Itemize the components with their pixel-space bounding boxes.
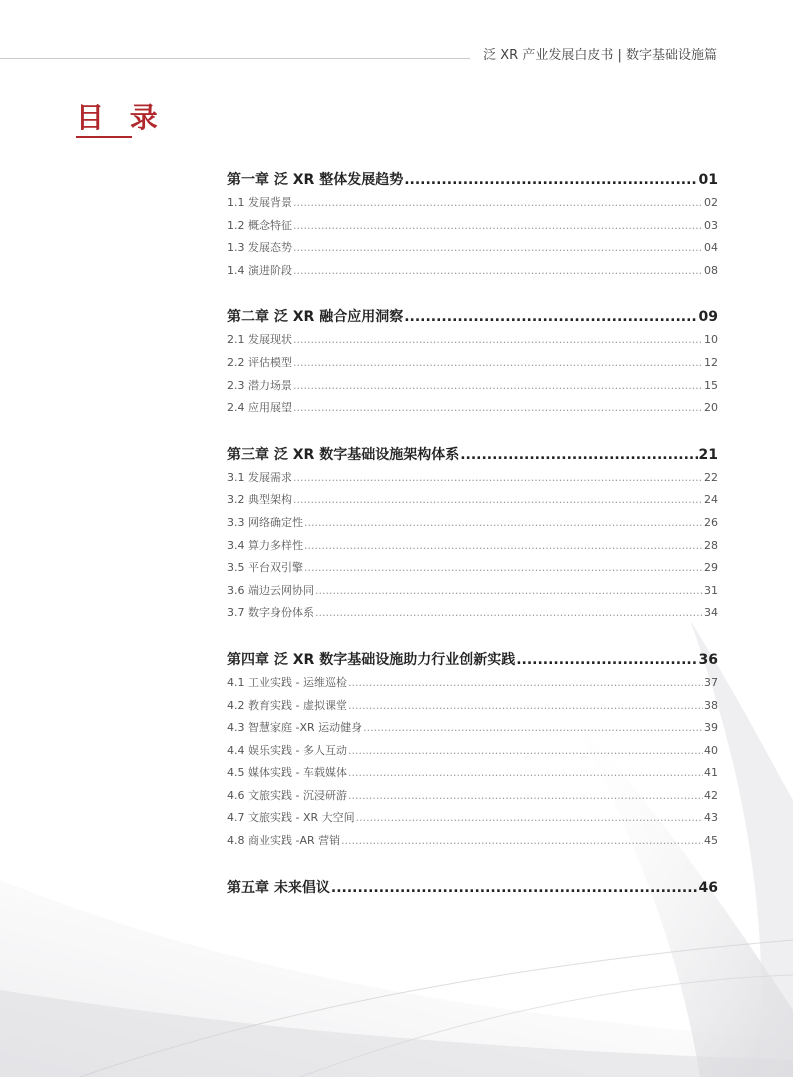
dot-leader	[304, 535, 703, 558]
page-number: 41	[704, 766, 718, 780]
section-title: 4.1 工业实践 - 运维巡检	[227, 675, 347, 689]
page-number: 02	[704, 196, 718, 209]
section-entry[interactable]	[227, 397, 718, 420]
page-number: 21	[698, 446, 718, 463]
spacer	[227, 853, 718, 876]
dot-leader	[304, 557, 703, 580]
section-entry[interactable]	[227, 557, 718, 580]
spacer	[227, 625, 718, 648]
dot-leader	[348, 785, 703, 808]
page-number: 15	[704, 378, 718, 392]
section-entry[interactable]	[227, 785, 718, 808]
dot-leader	[348, 740, 703, 763]
dot-leader	[348, 672, 703, 695]
page-number: 43	[704, 811, 718, 825]
section-title: 3.7 数字身份体系	[227, 606, 314, 620]
dot-leader	[516, 648, 697, 672]
page-number: 39	[704, 721, 718, 735]
section-entry[interactable]	[227, 807, 718, 830]
dot-leader	[293, 375, 703, 398]
section-entry[interactable]	[227, 260, 718, 283]
dot-leader	[348, 695, 703, 718]
chapter-3	[227, 443, 718, 625]
dot-leader	[363, 717, 703, 740]
section-title: 3.6 端边云网协同	[227, 583, 314, 597]
chapter-entry[interactable]	[227, 443, 718, 467]
dot-leader	[315, 602, 703, 625]
section-entry[interactable]	[227, 762, 718, 785]
section-entry[interactable]	[227, 695, 718, 718]
page-number: 31	[704, 583, 718, 597]
chapter-title: 第三章 泛 XR 数字基础设施架构体系	[227, 446, 460, 463]
chapter-entry[interactable]	[227, 305, 718, 329]
dot-leader	[348, 762, 703, 785]
section-entry[interactable]	[227, 329, 718, 352]
chapter-title: 第五章 未来倡议	[227, 879, 330, 896]
section-title: 2.2 评估模型	[227, 355, 292, 369]
section-entry[interactable]	[227, 580, 718, 603]
page-number: 29	[704, 561, 718, 575]
section-title: 4.8 商业实践 -AR 营销	[227, 834, 341, 848]
running-header: 泛 XR 产业发展白皮书 | 数字基础设施篇	[483, 48, 717, 63]
chapter-1	[227, 168, 718, 282]
page-number: 42	[704, 788, 718, 802]
page-number: 20	[704, 401, 718, 415]
dot-leader	[293, 237, 703, 260]
chapter-title: 第四章 泛 XR 数字基础设施助力行业创新实践	[227, 651, 516, 668]
section-entry[interactable]	[227, 237, 718, 260]
page-number: 03	[704, 218, 718, 232]
section-title: 4.2 教育实践 - 虚拟课堂	[227, 698, 347, 712]
page-number: 26	[704, 515, 718, 529]
page-number: 36	[698, 651, 718, 668]
dot-leader	[304, 512, 703, 535]
dot-leader	[356, 807, 703, 830]
section-title: 4.7 文旅实践 - XR 大空间	[227, 811, 355, 825]
section-entry[interactable]	[227, 489, 718, 512]
page-number: 04	[704, 241, 718, 255]
section-title: 1.2 概念特征	[227, 218, 292, 232]
toc-title-underline	[76, 136, 132, 138]
toc-title: 目 录	[76, 101, 166, 134]
dot-leader	[293, 260, 703, 283]
section-title: 4.5 媒体实践 - 车载媒体	[227, 766, 347, 780]
dot-leader	[293, 352, 703, 375]
chapter-4	[227, 648, 718, 853]
page-number: 34	[704, 606, 718, 620]
section-entry[interactable]	[227, 717, 718, 740]
page-number: 09	[698, 309, 718, 326]
chapter-2	[227, 305, 718, 419]
section-entry[interactable]	[227, 535, 718, 558]
section-entry[interactable]	[227, 467, 718, 490]
spacer	[227, 282, 718, 305]
section-title: 1.3 发展态势	[227, 241, 292, 255]
page-number: 24	[704, 493, 718, 507]
section-title: 3.2 典型架构	[227, 493, 292, 507]
section-entry[interactable]	[227, 830, 718, 853]
section-title: 3.3 网络确定性	[227, 515, 303, 529]
section-title: 2.4 应用展望	[227, 401, 292, 415]
chapter-title: 第二章 泛 XR 融合应用洞察	[227, 309, 404, 326]
section-title: 2.3 潜力场景	[227, 378, 292, 392]
section-title: 4.3 智慧家庭 -XR 运动健身	[227, 721, 363, 735]
dot-leader	[293, 215, 703, 238]
page-number: 37	[704, 675, 718, 689]
page-number: 22	[704, 470, 718, 484]
chapter-entry[interactable]	[227, 876, 718, 900]
section-entry[interactable]	[227, 352, 718, 375]
page-number: 08	[704, 263, 718, 277]
dot-leader	[293, 192, 703, 215]
section-title: 3.1 发展需求	[227, 470, 292, 484]
dot-leader	[293, 329, 703, 352]
section-title: 1.4 演进阶段	[227, 263, 292, 277]
dot-leader	[341, 830, 703, 853]
page-number: 45	[704, 834, 718, 848]
page-number: 10	[704, 333, 718, 347]
header-rule	[0, 58, 470, 59]
dot-leader	[331, 876, 698, 900]
dot-leader	[293, 489, 703, 512]
chapter-entry[interactable]	[227, 648, 718, 672]
section-title: 3.5 平台双引擎	[227, 561, 303, 575]
section-title: 1.1 发展背景	[227, 196, 292, 209]
page-number: 12	[704, 355, 718, 369]
section-title: 2.1 发展现状	[227, 333, 292, 347]
section-entry[interactable]	[227, 192, 718, 215]
page-number: 28	[704, 538, 718, 552]
dot-leader	[460, 443, 697, 467]
section-title: 4.6 文旅实践 - 沉浸研游	[227, 788, 347, 802]
spacer	[227, 420, 718, 443]
section-entry[interactable]	[227, 512, 718, 535]
dot-leader	[293, 467, 703, 490]
chapter-title: 第一章 泛 XR 整体发展趋势	[227, 172, 404, 188]
dot-leader	[293, 397, 703, 420]
section-entry[interactable]	[227, 215, 718, 238]
table-of-contents	[227, 168, 718, 900]
dot-leader	[404, 168, 697, 192]
page-number: 38	[704, 698, 718, 712]
section-entry[interactable]	[227, 672, 718, 695]
section-title: 3.4 算力多样性	[227, 538, 303, 552]
chapter-entry[interactable]	[227, 168, 718, 192]
chapter-5	[227, 876, 718, 900]
page-number: 40	[704, 743, 718, 757]
dot-leader	[404, 305, 697, 329]
page-number: 01	[698, 172, 718, 188]
section-entry[interactable]	[227, 375, 718, 398]
dot-leader	[315, 580, 703, 603]
section-entry[interactable]	[227, 740, 718, 763]
page-number: 46	[698, 879, 718, 896]
section-title: 4.4 娱乐实践 - 多人互动	[227, 743, 347, 757]
section-entry[interactable]	[227, 602, 718, 625]
